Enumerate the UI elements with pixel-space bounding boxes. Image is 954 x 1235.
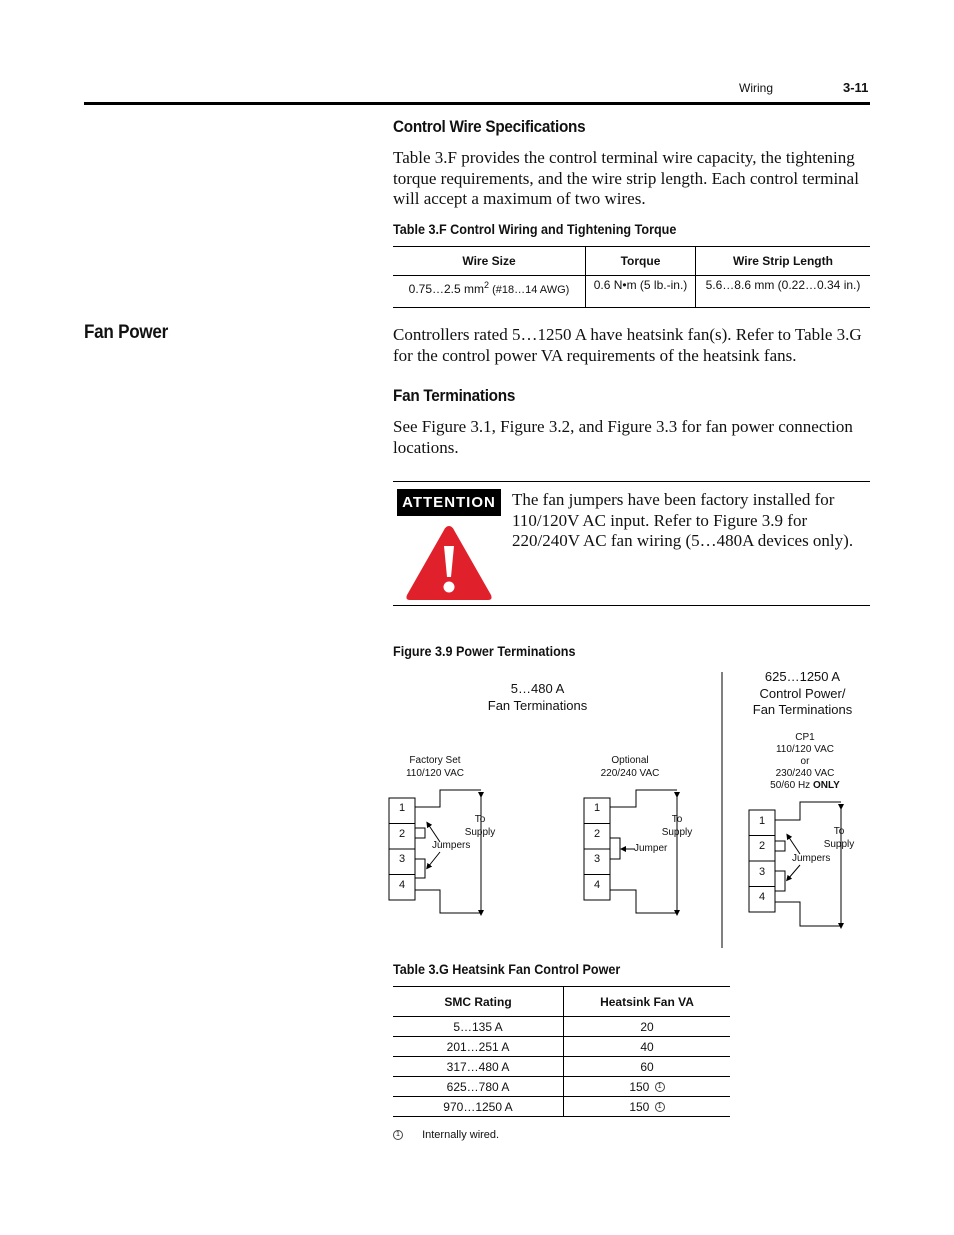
terminal-label: 4 [593,879,601,891]
jumpers-label: Jumpers [792,853,831,864]
attention-top-rule [393,481,870,482]
paragraph-line: for the control power VA requirements of the heatsink fans. [393,345,797,365]
va-cell: 60 [564,1057,731,1077]
rating-cell: 201…251 A [393,1037,564,1057]
paragraph-line: torque requirements, and the wire strip length. Each control terminal [393,168,859,188]
rating-cell: 317…480 A [393,1057,564,1077]
terminal-label: 3 [398,853,406,865]
paragraph-line: Controllers rated 5…1250 A have heatsink fan(s). Refer to Table 3.G [393,325,862,344]
terminal-label: 4 [398,879,406,891]
column-header: Wire Size [393,247,586,276]
table-row [393,276,870,308]
control-wire-heading: Control Wire Specifications [393,117,586,136]
fan-terminations-paragraph [393,417,873,458]
factory-set-label: Factory Set 110/120 VAC [405,755,464,779]
table-row [393,1077,730,1097]
attention-line: 110/120V AC input. Refer to Figure 3.9 for [512,510,808,530]
terminal-label: 2 [593,828,601,840]
control-wire-paragraph [393,148,873,210]
fan-power-heading: Fan Power [84,322,169,343]
to-supply-label: To Supply [464,814,496,838]
table-header-row [393,987,730,1017]
terminal-label: 4 [758,891,766,903]
power-terminations-diagram [380,670,870,950]
attention-label: ATTENTION [397,489,501,516]
va-cell: 40 [564,1037,731,1057]
attention-bottom-rule [393,605,870,606]
terminal-label: 2 [398,828,406,840]
terminal-label: 1 [398,802,406,814]
jumper-label: Jumper [634,843,668,854]
column-header: SMC Rating [393,987,564,1017]
cp1-label: CP1 110/120 VAC or 230/240 VAC 50/60 Hz ONLY [770,732,840,791]
running-header-section: Wiring [739,81,774,95]
fan-power-paragraph [393,325,873,366]
va-cell: 20 [564,1017,731,1037]
table-3g-caption: Table 3.G Heatsink Fan Control Power [393,961,621,977]
table-header-row [393,247,870,276]
attention-line: The fan jumpers have been factory installed for [512,490,835,509]
footnote: 1 Internally wired. [393,1129,499,1141]
rating-cell: 970…1250 A [443,1099,513,1114]
page-number: 3-11 [843,80,869,95]
paragraph-line: Table 3.F provides the control terminal wire capacity, the tightening [393,148,855,167]
paragraph-line: See Figure 3.1, Figure 3.2, and Figure 3.3 for fan power connection [393,417,853,436]
jumpers-label: Jumpers [432,840,471,851]
footnote-marker: 1 [655,1102,665,1112]
paragraph-line: will accept a maximum of two wires. [393,189,646,208]
terminal-label: 2 [758,840,766,852]
table-3f [393,246,870,308]
to-supply-label: To Supply [661,814,693,838]
torque-cell: 0.6 N•m (5 lb.-in.) [586,276,696,308]
column-header: Torque [586,247,696,276]
table-3g [393,986,730,1117]
rating-cell: 625…780 A [393,1077,564,1097]
attention-text [512,490,872,552]
va-cell: 150 1 [564,1077,731,1097]
strip-length-cell: 5.6…8.6 mm (0.22…0.34 in.) [696,276,871,308]
column-header: Wire Strip Length [696,247,871,276]
footnote-marker: 1 [655,1082,665,1092]
warning-triangle-icon [403,522,495,604]
paragraph-line: locations. [393,437,459,457]
column-header: Heatsink Fan VA [564,987,731,1017]
wire-size-cell: 0.75…2.5 $mm^2$ (#18…14 AWG) [408,280,570,296]
terminal-label: 3 [758,866,766,878]
table-row [393,1037,730,1057]
table-row [393,1017,730,1037]
right-figure-title: 625…1250 A Control Power/ Fan Terminations [752,669,853,717]
fan-terminations-heading: Fan Terminations [393,386,516,405]
va-cell: 150 1 [564,1097,731,1117]
footnote-marker: 1 [393,1130,403,1140]
to-supply-label: To Supply [823,826,855,850]
table-row [393,1057,730,1077]
table-3f-caption: Table 3.F Control Wiring and Tightening Torque [393,221,677,237]
rating-cell: 5…135 A [393,1017,564,1037]
figure-3-9-caption: Figure 3.9 Power Terminations [393,643,576,659]
header-rule [84,102,870,105]
optional-label: Optional 220/240 VAC [600,755,660,779]
table-row [393,1097,730,1117]
attention-line: 220/240V AC fan wiring (5…480A devices only). [512,531,854,550]
left-figure-title: 5…480 A Fan Terminations [487,681,588,713]
terminal-label: 1 [758,815,766,827]
terminal-label: 1 [593,802,601,814]
terminal-label: 3 [593,853,601,865]
